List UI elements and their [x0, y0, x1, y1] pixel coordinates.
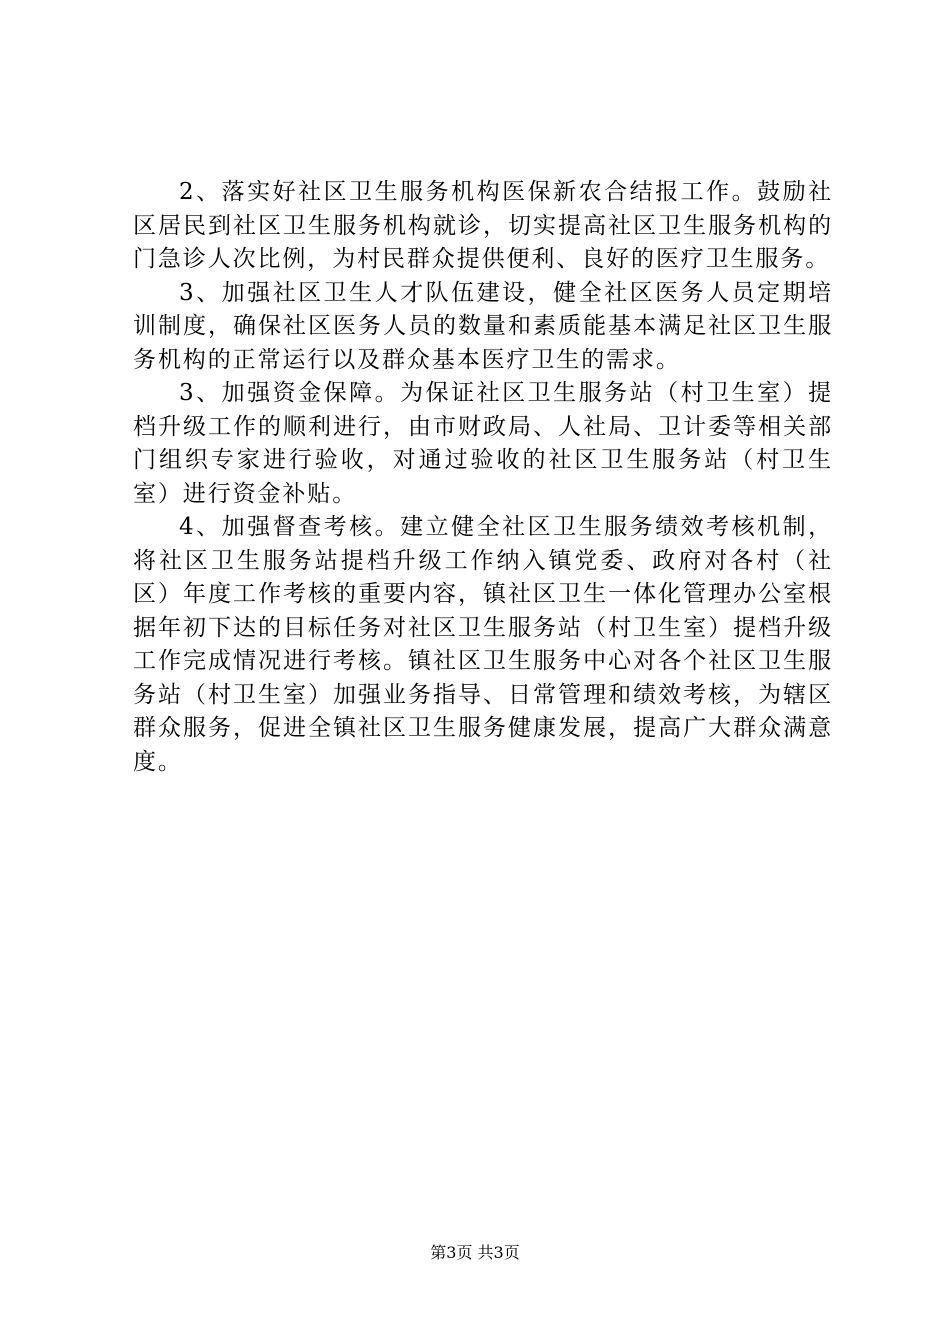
paragraph-item-3-funding: 3、加强资金保障。为保证社区卫生服务站（村卫生室）提档升级工作的顺利进行，由市财政局、人社局、卫计委等相关部门组织专家进行验收，对通过验收的社区卫生服务站（村卫生室）进行资金补贴。: [133, 380, 833, 507]
paragraph-item-2: 2、落实好社区卫生服务机构医保新农合结报工作。鼓励社区居民到社区卫生服务机构就诊，切实提高社区卫生服务机构的门急诊人次比例，为村民群众提供便利、良好的医疗卫生服务。: [133, 179, 833, 272]
paragraph-item-3-talent: 3、加强社区卫生人才队伍建设，健全社区医务人员定期培训制度，确保社区医务人员的数量和素质能基本满足社区卫生服务机构的正常运行以及群众基本医疗卫生的需求。: [133, 279, 833, 373]
paragraph-item-4: 4、加强督查考核。建立健全社区卫生服务绩效考核机制，将社区卫生服务站提档升级工作纳入镇党委、政府对各村（社区）年度工作考核的重要内容，镇社区卫生一体化管理办公室根据年初下达的目标任务对社区卫生服务站（村卫生室）提档升级工作完成情况进行考核。镇社区卫生服务中心对各个社区卫生服务站（村卫生室）加强业务指导、日常管理和绩效考核，为辖区群众服务，促进全镇社区卫生服务健康发展，提高广大群众满意度。: [133, 514, 833, 775]
document-body: [133, 176, 833, 779]
page-footer: 第3页 共3页: [430, 1243, 520, 1262]
